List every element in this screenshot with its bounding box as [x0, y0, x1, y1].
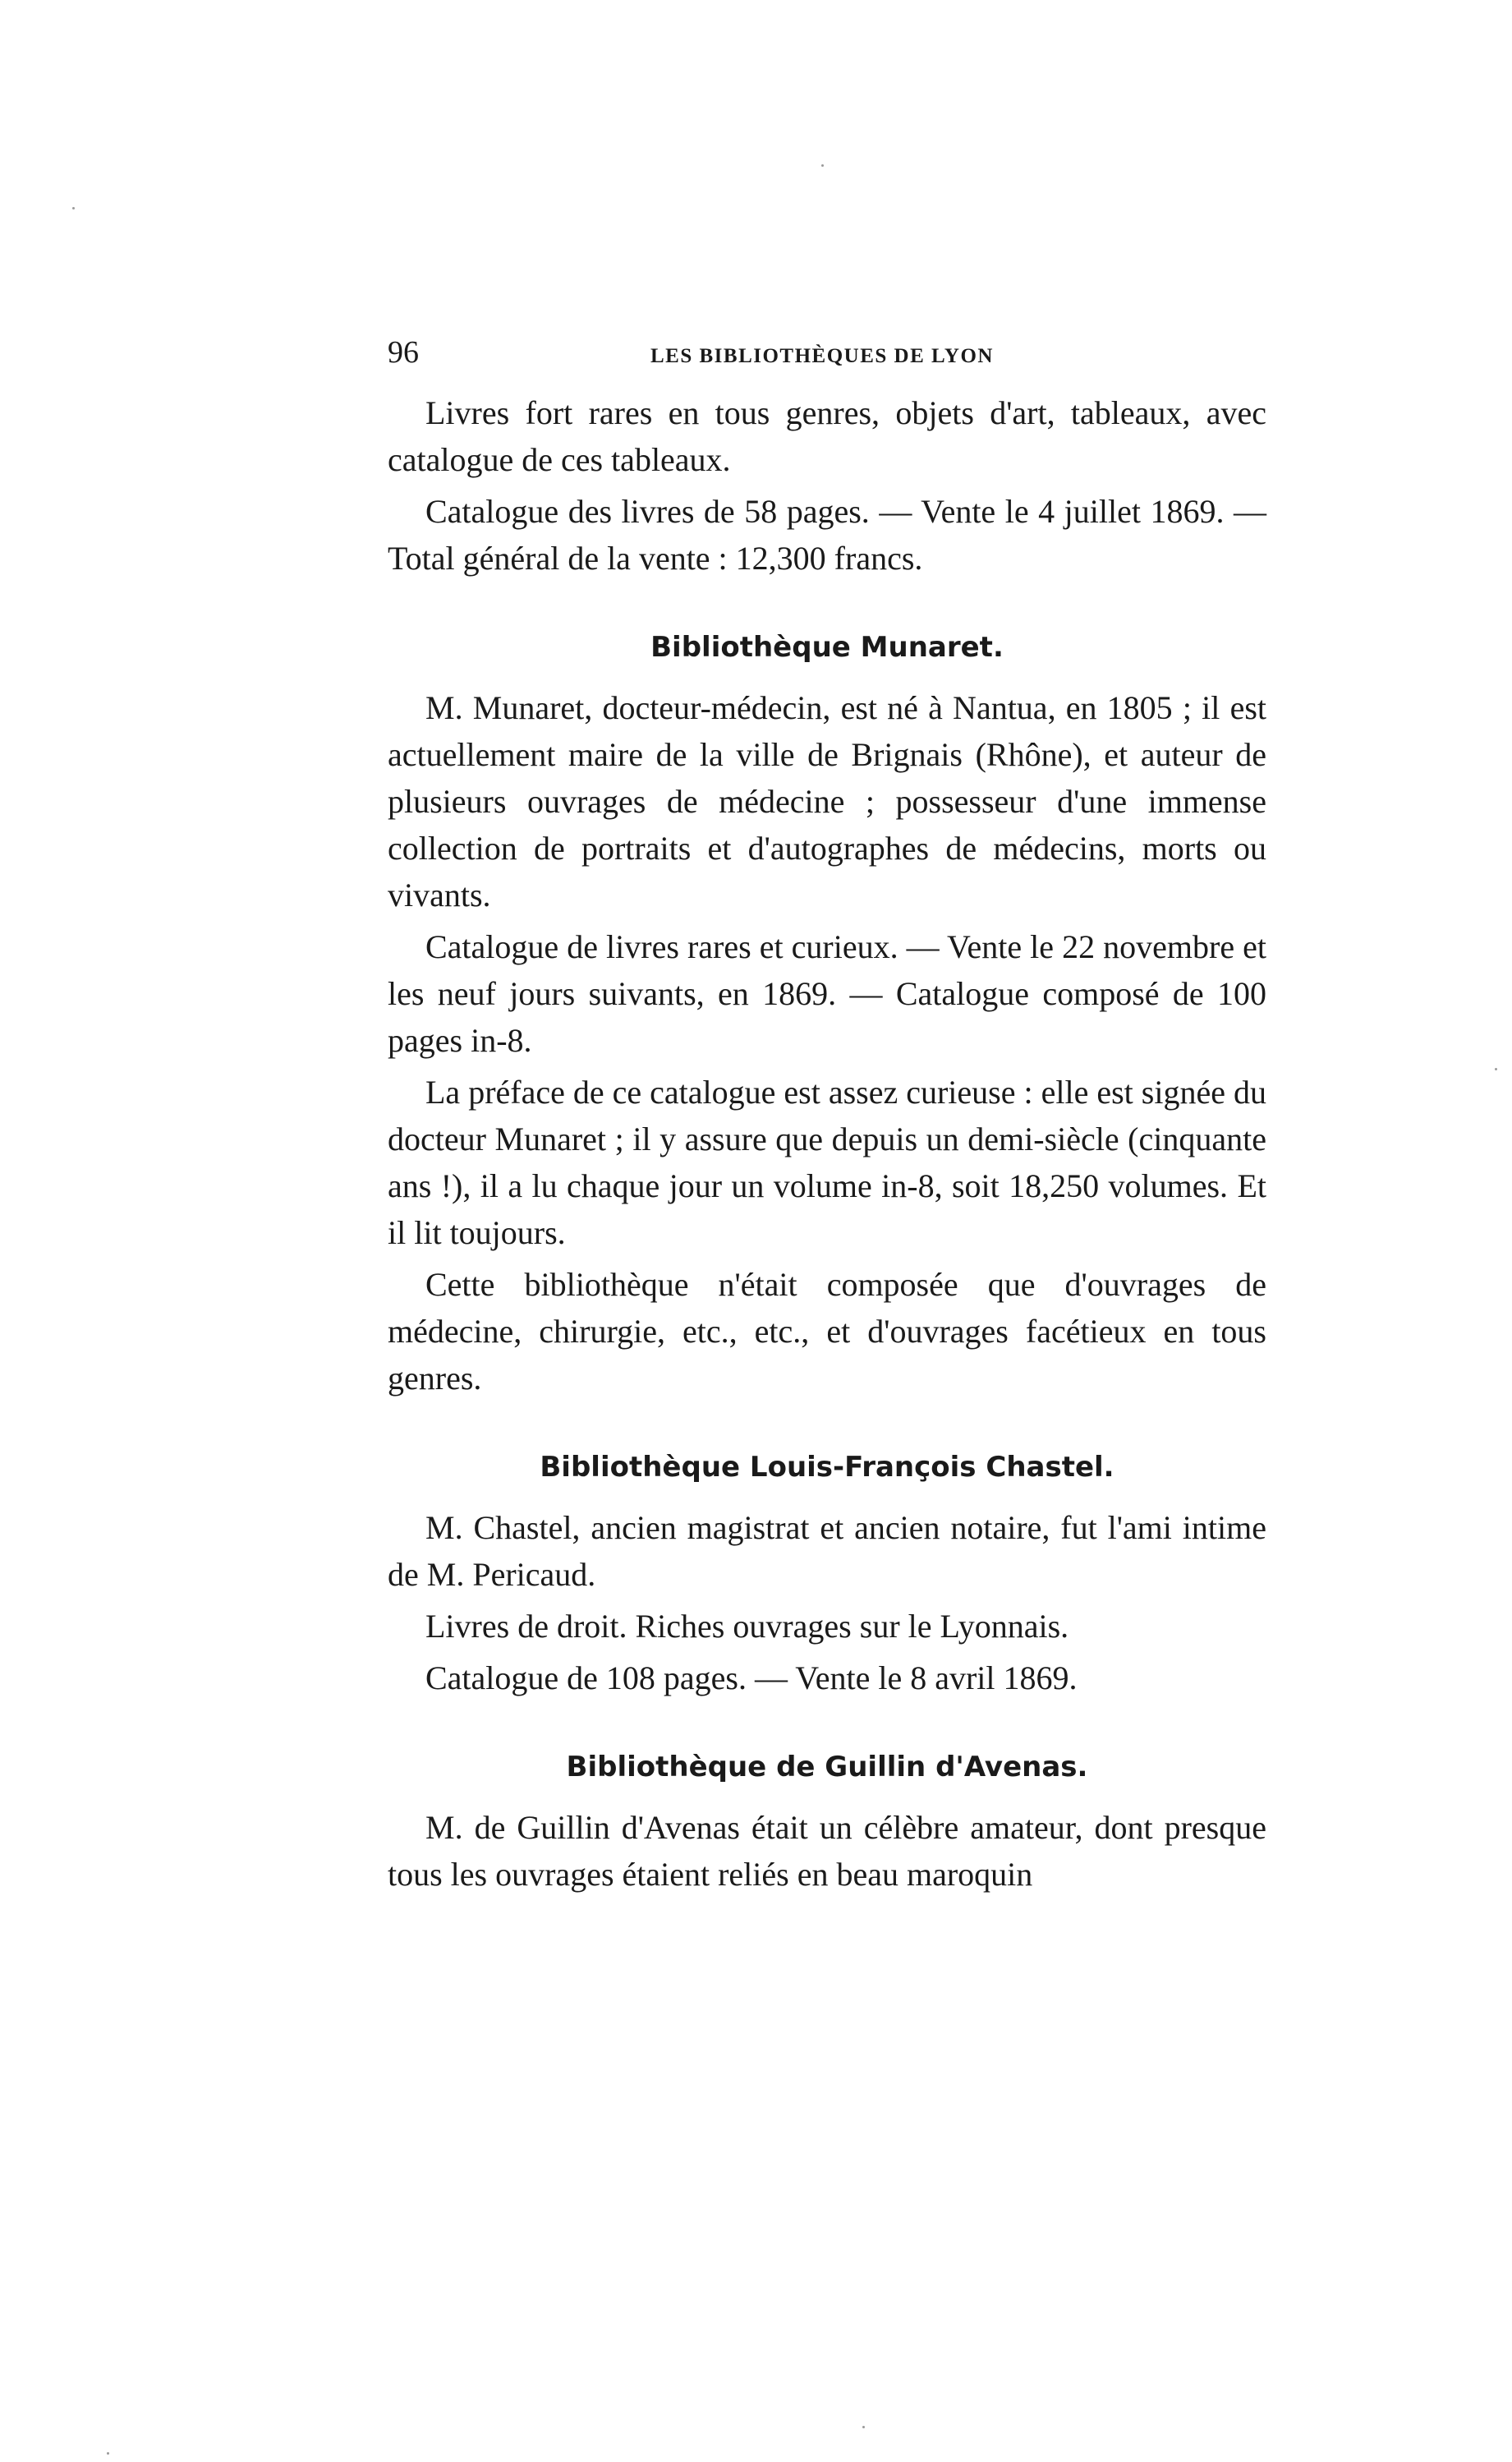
page-number: 96 [388, 335, 419, 370]
paragraph: M. de Guillin d'Avenas était un célèbre amateur, dont presque tous les ouvrages étaient reliés en beau maroquin [388, 1809, 1266, 1893]
paragraph: Cette bibliothèque n'était composée que d'ouvrages de médecine, chirurgie, etc., etc., et d'ouvrages facétieux en tous genres. [388, 1266, 1266, 1397]
paragraph: Catalogue de 108 pages. — Vente le 8 avril 1869. [425, 1659, 1078, 1696]
scan-speck [821, 164, 824, 167]
section-heading: Bibliothèque Louis-François Chastel. [540, 1451, 1114, 1484]
section-heading: Bibliothèque Munaret. [650, 631, 1004, 664]
running-head [388, 332, 1266, 381]
paragraph: Catalogue de livres rares et curieux. — Vente le 22 novembre et les neuf jours suivants, en 1869. — Catalogue composé de 100 pages in-8. [388, 928, 1266, 1059]
paragraph: M. Munaret, docteur-médecin, est né à Nantua, en 1805 ; il est actuellement maire de la ville de Brignais (Rhône), et auteur de plusieurs ouvrages de médecine ; possesseur d'une immense collection de portraits et d'autographes de médecins, morts ou vivants. [388, 689, 1266, 913]
paragraph: Catalogue des livres de 58 pages. — Vente le 4 juillet 1869. — Total général de la vente : 12,300 francs. [388, 493, 1266, 577]
scan-speck [107, 2452, 109, 2455]
running-title: LES BIBLIOTHÈQUES DE LYON [650, 345, 994, 367]
scan-speck [72, 207, 75, 209]
paragraph: Livres de droit. Riches ouvrages sur le Lyonnais. [425, 1608, 1069, 1645]
paragraph: La préface de ce catalogue est assez curieuse : elle est signée du docteur Munaret ; il y assure que depuis un demi-siècle (cinquante ans !), il a lu chaque jour un volume in-8, soit 18,250 volumes. Et il lit toujours. [388, 1074, 1266, 1251]
paragraph: M. Chastel, ancien magistrat et ancien notaire, fut l'ami intime de M. Pericaud. [388, 1509, 1266, 1593]
section-heading: Bibliothèque de Guillin d'Avenas. [566, 1751, 1088, 1783]
body-text [388, 389, 1266, 1898]
paragraph: Livres fort rares en tous genres, objets d'art, tableaux, avec catalogue de ces tableaux. [388, 394, 1266, 478]
scan-speck [862, 2426, 865, 2428]
scan-speck [1495, 1068, 1497, 1070]
